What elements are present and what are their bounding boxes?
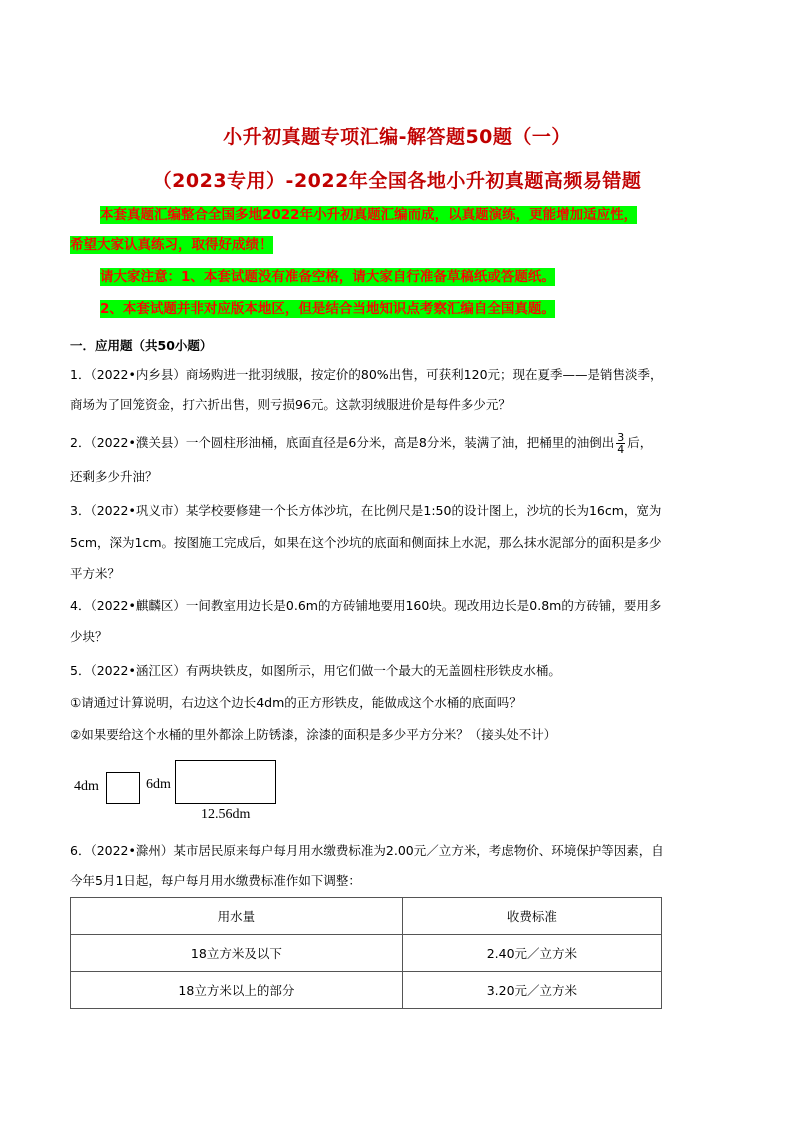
square-sheet [106, 772, 140, 804]
table-cell: 3.20元／立方米 [402, 972, 661, 1009]
square-side-label: 4dm [74, 779, 99, 794]
notice-line2: 希望大家认真练习，取得好成绩！ [70, 237, 273, 253]
notice-line4: 2、本套试题并非对应版本地区，但是结合当地知识点考察汇编自全国真题。 [100, 301, 555, 317]
q2-text-b: 后， [627, 435, 653, 450]
q1-line1: 1．（2022•内乡县）商场购进一批羽绒服，按定价的80%出售，可获利120元；现在夏季——是销售淡季， [70, 367, 663, 382]
table-row [71, 935, 662, 972]
table-header: 收费标准 [402, 898, 661, 935]
q1-line2: 商场为了回笼资金，打六折出售，则亏损96元。这款羽绒服进价是每件多少元？ [70, 397, 511, 412]
q3-line1: 3．（2022•巩义市）某学校要修建一个长方体沙坑，在比例尺是1:50的设计图上，沙坑的长为16cm，宽为 [70, 503, 662, 518]
table-header: 用水量 [71, 898, 403, 935]
rect-width-label: 12.56dm [201, 807, 251, 822]
q6-line2: 今年5月1日起，每户每月用水缴费标准作如下调整： [70, 873, 361, 888]
rect-sheet [175, 760, 276, 804]
table-row [71, 972, 662, 1009]
rect-height-label: 6dm [146, 777, 171, 792]
notice-line3: 请大家注意：1、本套试题没有准备空格，请大家自行准备草稿纸或答题纸。 [100, 269, 555, 285]
fee-table [70, 897, 662, 1009]
q2-line2: 还剩多少升油？ [70, 469, 158, 484]
table-cell: 18立方米以上的部分 [71, 972, 403, 1009]
fraction: $\frac{3}{4}$ [617, 431, 625, 456]
q3-line3: 平方米？ [70, 566, 121, 581]
q2-text-a: 2．（2022•濮关县）一个圆柱形油桶，底面直径是6分米，高是8分米，装满了油，把桶里的油倒出 [70, 435, 615, 450]
table-cell: 2.40元／立方米 [402, 935, 661, 972]
q4-line2: 少块？ [70, 629, 108, 644]
table-cell: 18立方米及以下 [71, 935, 403, 972]
section-title: 一．应用题（共50小题） [70, 338, 213, 353]
q5-line3: ②如果要给这个水桶的里外都涂上防锈漆，涂漆的面积是多少平方分米？（接头处不计） [70, 727, 557, 742]
q4-line1: 4．（2022•麒麟区）一间教室用边长是0.6m的方砖铺地要用160块。现改用边长是0.8m的方砖铺，要用多 [70, 598, 662, 613]
q2-line1 [70, 432, 652, 455]
q5-line2: ①请通过计算说明，右边这个边长4dm的正方形铁皮，能做成这个水桶的底面吗？ [70, 695, 522, 710]
q3-line2: 5cm，深为1cm。按图施工完成后，如果在这个沙坑的底面和侧面抹上水泥，那么抹水泥部分的面积是多少 [70, 535, 662, 550]
q6-line1: 6．（2022•滁州）某市居民原来每户每月用水缴费标准为2.00元／立方米，考虑物价、环境保护等因素，自 [70, 843, 664, 858]
q5-line1: 5．（2022•涵江区）有两块铁皮，如图所示，用它们做一个最大的无盖圆柱形铁皮水桶。 [70, 663, 561, 678]
notice-line1: 本套真题汇编整合全国多地2022年小升初真题汇编而成，以真题演练，更能增加适应性， [100, 207, 638, 223]
table-header-row [71, 898, 662, 935]
doc-title-line2: （2023专用）-2022年全国各地小升初真题高频易错题 [152, 170, 642, 192]
doc-title-line1: 小升初真题专项汇编-解答题50题（一） [223, 126, 571, 148]
